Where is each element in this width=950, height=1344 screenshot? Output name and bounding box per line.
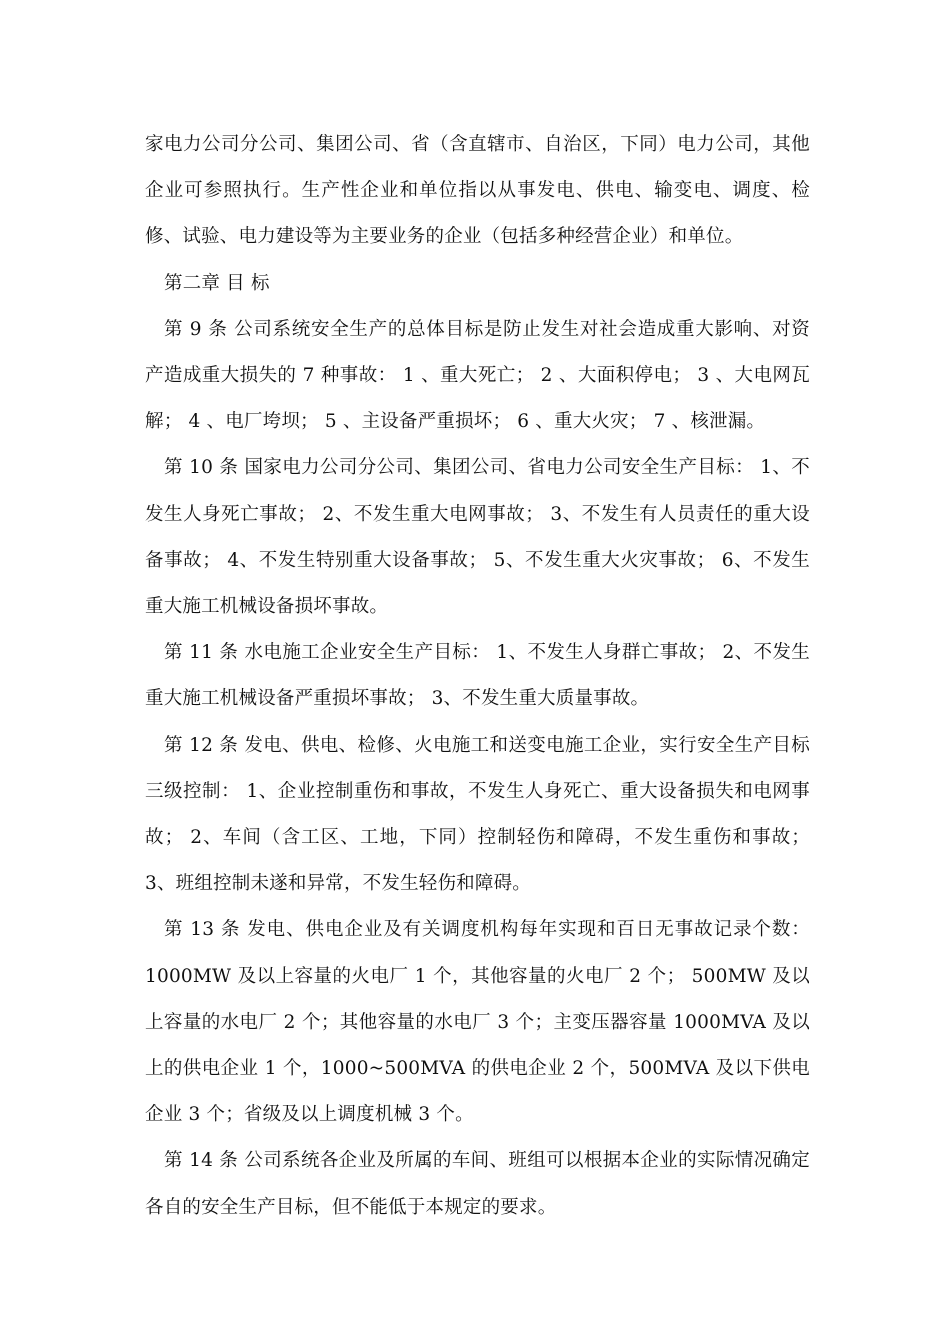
paragraph-continuation: 家电力公司分公司、集团公司、省（含直辖市、自治区，下同）电力公司，其他企业可参照执行。生产性企业和单位指以从事发电、供电、输变电、调度、检修、试验、电力建设等为主要业务的企业（包括多种经营企业）和单位。 bbox=[145, 134, 810, 248]
document-body bbox=[145, 122, 810, 1231]
article-9: 第 9 条 公司系统安全生产的总体目标是防止发生对社会造成重大影响、对资产造成重大损失的 7 种事故： 1 、重大死亡； 2 、大面积停电； 3 、大电网瓦解； 4 、电厂垮坝； 5 、主设备严重损坏； 6 、重大火灾； 7 、核泄漏。 bbox=[145, 318, 810, 433]
article-11: 第 11 条 水电施工企业安全生产目标： 1、不发生人身群亡事故； 2、不发生重大施工机械设备严重损坏事故； 3、不发生重大质量事故。 bbox=[145, 642, 810, 710]
chapter-heading: 第二章 目 标 bbox=[164, 272, 270, 294]
article-12: 第 12 条 发电、供电、检修、火电施工和送变电施工企业，实行安全生产目标三级控制： 1、企业控制重伤和事故，不发生人身死亡、重大设备损失和电网事故； 2、车间（含工区、工地，下同）控制轻伤和障碍，不发生重伤和事故； 3、班组控制未遂和异常，不发生轻伤和障碍。 bbox=[145, 734, 810, 895]
article-13: 第 13 条 发电、供电企业及有关调度机构每年实现和百日无事故记录个数：1000MW 及以上容量的火电厂 1 个，其他容量的火电厂 2 个； 500MW 及以上容量的水电厂 2 个；其他容量的水电厂 3 个；主变压器容量 1000MVA 及以上的供电企业 1 个，1000~500MVA 的供电企业 2 个，500MVA 及以下供电企业 3 个；省级及以上调度机械 3 个。 bbox=[145, 919, 810, 1126]
article-10: 第 10 条 国家电力公司分公司、集团公司、省电力公司安全生产目标： 1、不发生人身死亡事故； 2、不发生重大电网事故； 3、不发生有人员责任的重大设备事故； 4、不发生特别重大设备事故； 5、不发生重大火灾事故； 6、不发生重大施工机械设备损坏事故。 bbox=[145, 457, 810, 618]
article-14: 第 14 条 公司系统各企业及所属的车间、班组可以根据本企业的实际情况确定各自的安全生产目标，但不能低于本规定的要求。 bbox=[145, 1150, 810, 1218]
